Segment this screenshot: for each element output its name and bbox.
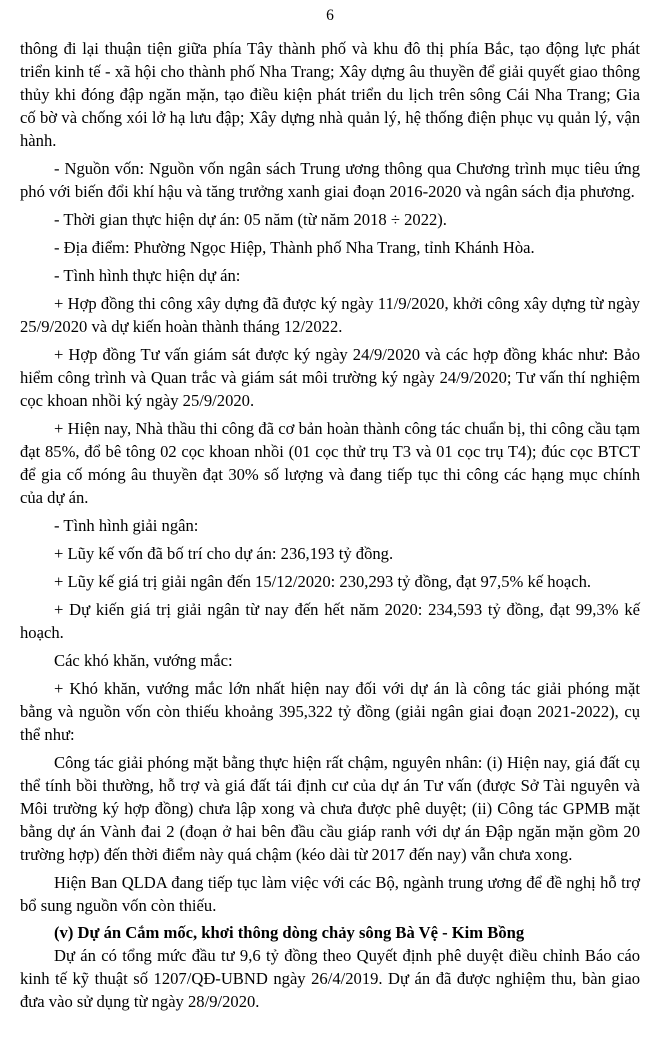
paragraph-disbursement-status: - Tình hình giải ngân:	[54, 516, 199, 535]
paragraph-construction-contract: + Hợp đồng thi công xây dựng đã được ký ngày 11/9/2020, khởi công xây dựng từ ngày 25/9/2020 và dự kiến hoàn thành tháng 12/2022.	[20, 294, 640, 336]
paragraph-allocated-capital: + Lũy kế vốn đã bố trí cho dự án: 236,193 tỷ đồng.	[54, 544, 394, 563]
paragraph-project-description-continued: thông đi lại thuận tiện giữa phía Tây thành phố và khu đô thị phía Bắc, tạo động lực phát triển kinh tế - xã hội cho thành phố Nha Trang; Xây dựng âu thuyền để giải quyết giao thông thủy khi đóng đập ngăn mặn, tạo điều kiện phát triển du lịch trên sông Cái Nha Trang; Gia cố bờ và chống xói lở hạ lưu đập; Xây dựng nhà quản lý, hệ thống điện phục vụ quản lý, vận hành.	[20, 39, 640, 150]
paragraph-supervision-contract: + Hợp đồng Tư vấn giám sát được ký ngày 24/9/2020 và các hợp đồng khác như: Bảo hiểm công trình và Quan trắc và giám sát môi trường ký ngày 24/9/2020; Tư vấn thí nghiệm cọc khoan nhồi ký ngày 25/9/2020.	[20, 345, 640, 410]
paragraph-implementation-time: - Thời gian thực hiện dự án: 05 năm (từ năm 2018 ÷ 2022).	[54, 210, 447, 229]
paragraph-difficulties-heading: Các khó khăn, vướng mắc:	[54, 651, 233, 670]
paragraph-expected-disbursement: + Dự kiến giá trị giải ngân từ nay đến hết năm 2020: 234,593 tỷ đồng, đạt 99,3% kế hoạch.	[20, 600, 640, 642]
paragraph-funding-source: - Nguồn vốn: Nguồn vốn ngân sách Trung ương thông qua Chương trình mục tiêu ứng phó với biến đổi khí hậu và tăng trưởng xanh giai đoạn 2016-2020 và ngân sách địa phương.	[20, 159, 640, 201]
page-number: 6	[326, 7, 334, 24]
paragraph-main-difficulty: + Khó khăn, vướng mắc lớn nhất hiện nay đối với dự án là công tác giải phóng mặt bằng và nguồn vốn còn thiếu khoảng 395,322 tỷ đồng (giải ngân giai đoạn 2021-2022), cụ thể như:	[20, 679, 640, 744]
section-heading-ba-ve-kim-bong: (v) Dự án Cắm mốc, khơi thông dòng chảy sông Bà Vệ - Kim Bồng	[54, 923, 525, 942]
paragraph-disbursed-value: + Lũy kế giá trị giải ngân đến 15/12/2020: 230,293 tỷ đồng, đạt 97,5% kế hoạch.	[54, 572, 592, 591]
paragraph-ba-ve-kim-bong-summary: Dự án có tổng mức đầu tư 9,6 tỷ đồng theo Quyết định phê duyệt điều chỉnh Báo cáo kinh tế kỹ thuật số 1207/QĐ-UBND ngày 26/4/2019. Dự án đã được nghiệm thu, bàn giao đưa vào sử dụng từ ngày 28/9/2020.	[20, 946, 640, 1011]
paragraph-current-progress: + Hiện nay, Nhà thầu thi công đã cơ bản hoàn thành công tác chuẩn bị, thi công cầu tạm đạt 85%, đổ bê tông 02 cọc khoan nhồi (01 cọc thử trụ T3 và 01 cọc trụ T4); đúc cọc BTCT để gia cố móng âu thuyền đạt 30% số lượng và đang tiếp tục thi công các hạng mục chính của dự án.	[20, 419, 640, 507]
document-page	[20, 6, 640, 1013]
paragraph-site-clearance: Công tác giải phóng mặt bằng thực hiện rất chậm, nguyên nhân: (i) Hiện nay, giá đất cụ thể tính bồi thường, hỗ trợ và giá đất tái định cư của dự án Tư vấn (được Sở Tài nguyên và Môi trường ký hợp đồng) chưa lập xong và chưa được phê duyệt; (ii) Công tác GPMB mặt bằng dự án Vành đai 2 (đoạn ở hai bên đầu cầu giáp ranh với dự án Đập ngăn mặn gồm 20 trường hợp) đến thời điểm này quá chậm (kéo dài từ 2017 đến nay) vẫn chưa xong.	[20, 753, 640, 864]
paragraph-implementation-status: - Tình hình thực hiện dự án:	[54, 266, 241, 285]
paragraph-management-board: Hiện Ban QLDA đang tiếp tục làm việc với các Bộ, ngành trung ương để đề nghị hỗ trợ bổ sung nguồn vốn còn thiếu.	[20, 873, 640, 915]
paragraph-location: - Địa điểm: Phường Ngọc Hiệp, Thành phố Nha Trang, tỉnh Khánh Hòa.	[54, 238, 535, 257]
